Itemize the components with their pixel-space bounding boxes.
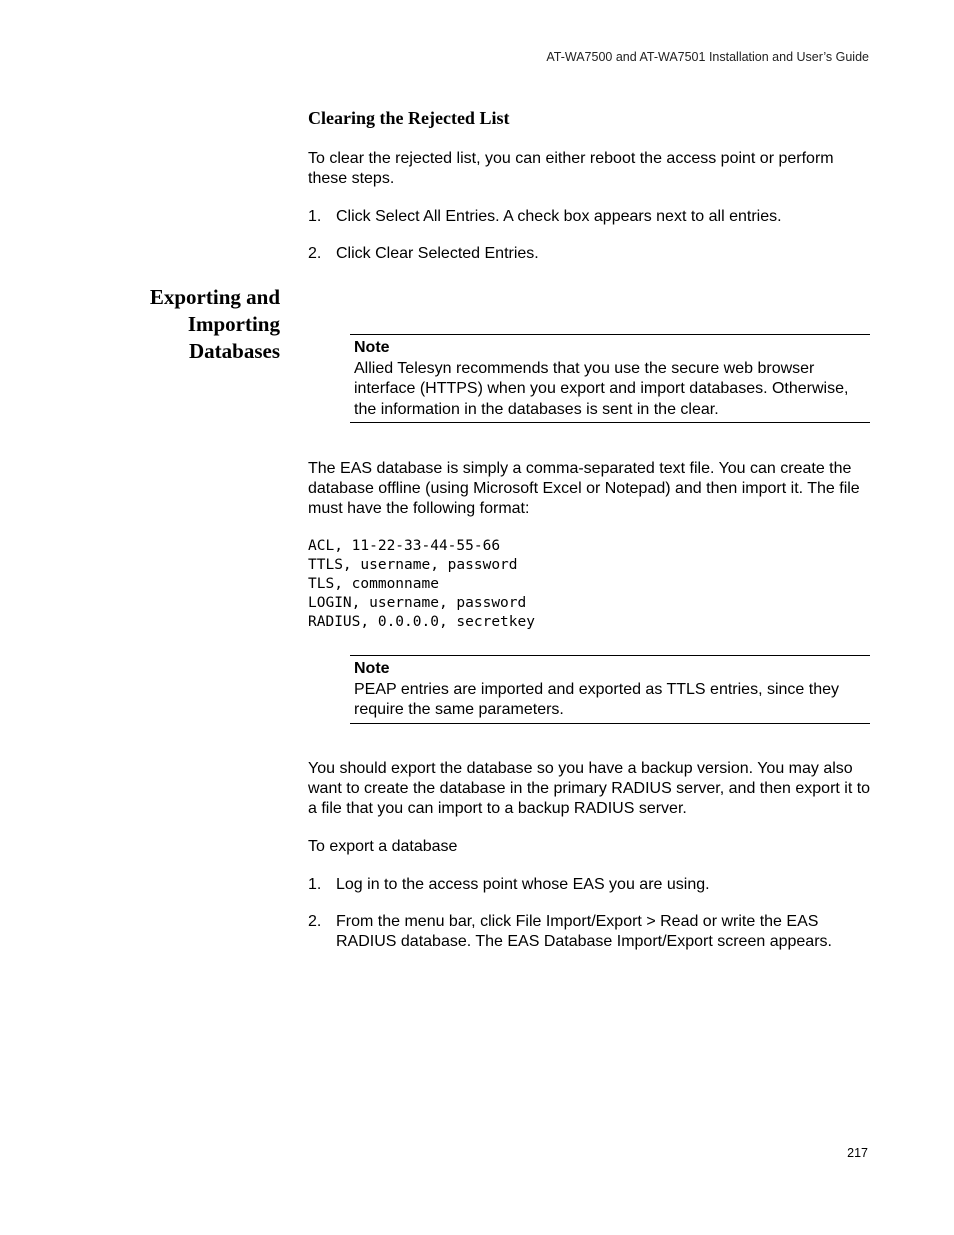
step-number: 1. xyxy=(308,876,322,893)
note-label: Note xyxy=(354,339,390,356)
eas-database-paragraph: The EAS database is simply a comma-separated text file. You can create the database offline (using Microsoft Excel or Notepad) and then import it. The file must have the following format: xyxy=(308,460,860,517)
export-paragraph: You should export the database so you have a backup version. You may also want to create the database in the primary RADIUS server, and then export it to a file that you can import to a backup RADIUS server. xyxy=(308,760,871,817)
section-title: Exporting and Importing Databases xyxy=(149,285,280,363)
code-line: RADIUS, 0.0.0.0, secretkey xyxy=(308,614,535,630)
note-text: PEAP entries are imported and exported as TTLS entries, since they require the same parameters. xyxy=(354,680,839,718)
step-text: Click Select All Entries. A check box appears next to all entries. xyxy=(336,208,782,225)
step-number: 2. xyxy=(308,245,322,262)
note-label: Note xyxy=(354,660,390,677)
clearing-step xyxy=(308,244,873,264)
code-line: ACL, 11-22-33-44-55-66 xyxy=(308,538,501,554)
code-line: TTLS, username, password xyxy=(308,557,518,573)
step-text: Log in to the access point whose EAS you are using. xyxy=(336,876,710,893)
export-intro: To export a database xyxy=(308,838,458,855)
code-line: TLS, commonname xyxy=(308,576,439,592)
subsection-heading: Clearing the Rejected List xyxy=(308,108,510,128)
note-box xyxy=(350,334,870,423)
clearing-step xyxy=(308,207,873,227)
clearing-intro-paragraph: To clear the rejected list, you can either reboot the access point or perform these steps. xyxy=(308,150,834,187)
step-number: 2. xyxy=(308,913,322,930)
step-text: From the menu bar, click File Import/Export > Read or write the EAS RADIUS database. The EAS Database Import/Export screen appears. xyxy=(336,913,832,950)
code-line: LOGIN, username, password xyxy=(308,595,527,611)
page-number: 217 xyxy=(847,1146,868,1160)
note-text: Allied Telesyn recommends that you use the secure web browser interface (HTTPS) when you export and import databases. Otherwise, the information in the databases is sent in the clear. xyxy=(354,359,849,418)
export-step xyxy=(308,912,873,952)
note-box xyxy=(350,655,870,724)
step-text: Click Clear Selected Entries. xyxy=(336,245,539,262)
step-number: 1. xyxy=(308,208,322,225)
export-step xyxy=(308,875,873,895)
code-block xyxy=(308,537,535,632)
running-header: AT-WA7500 and AT-WA7501 Installation and User’s Guide xyxy=(546,50,869,64)
